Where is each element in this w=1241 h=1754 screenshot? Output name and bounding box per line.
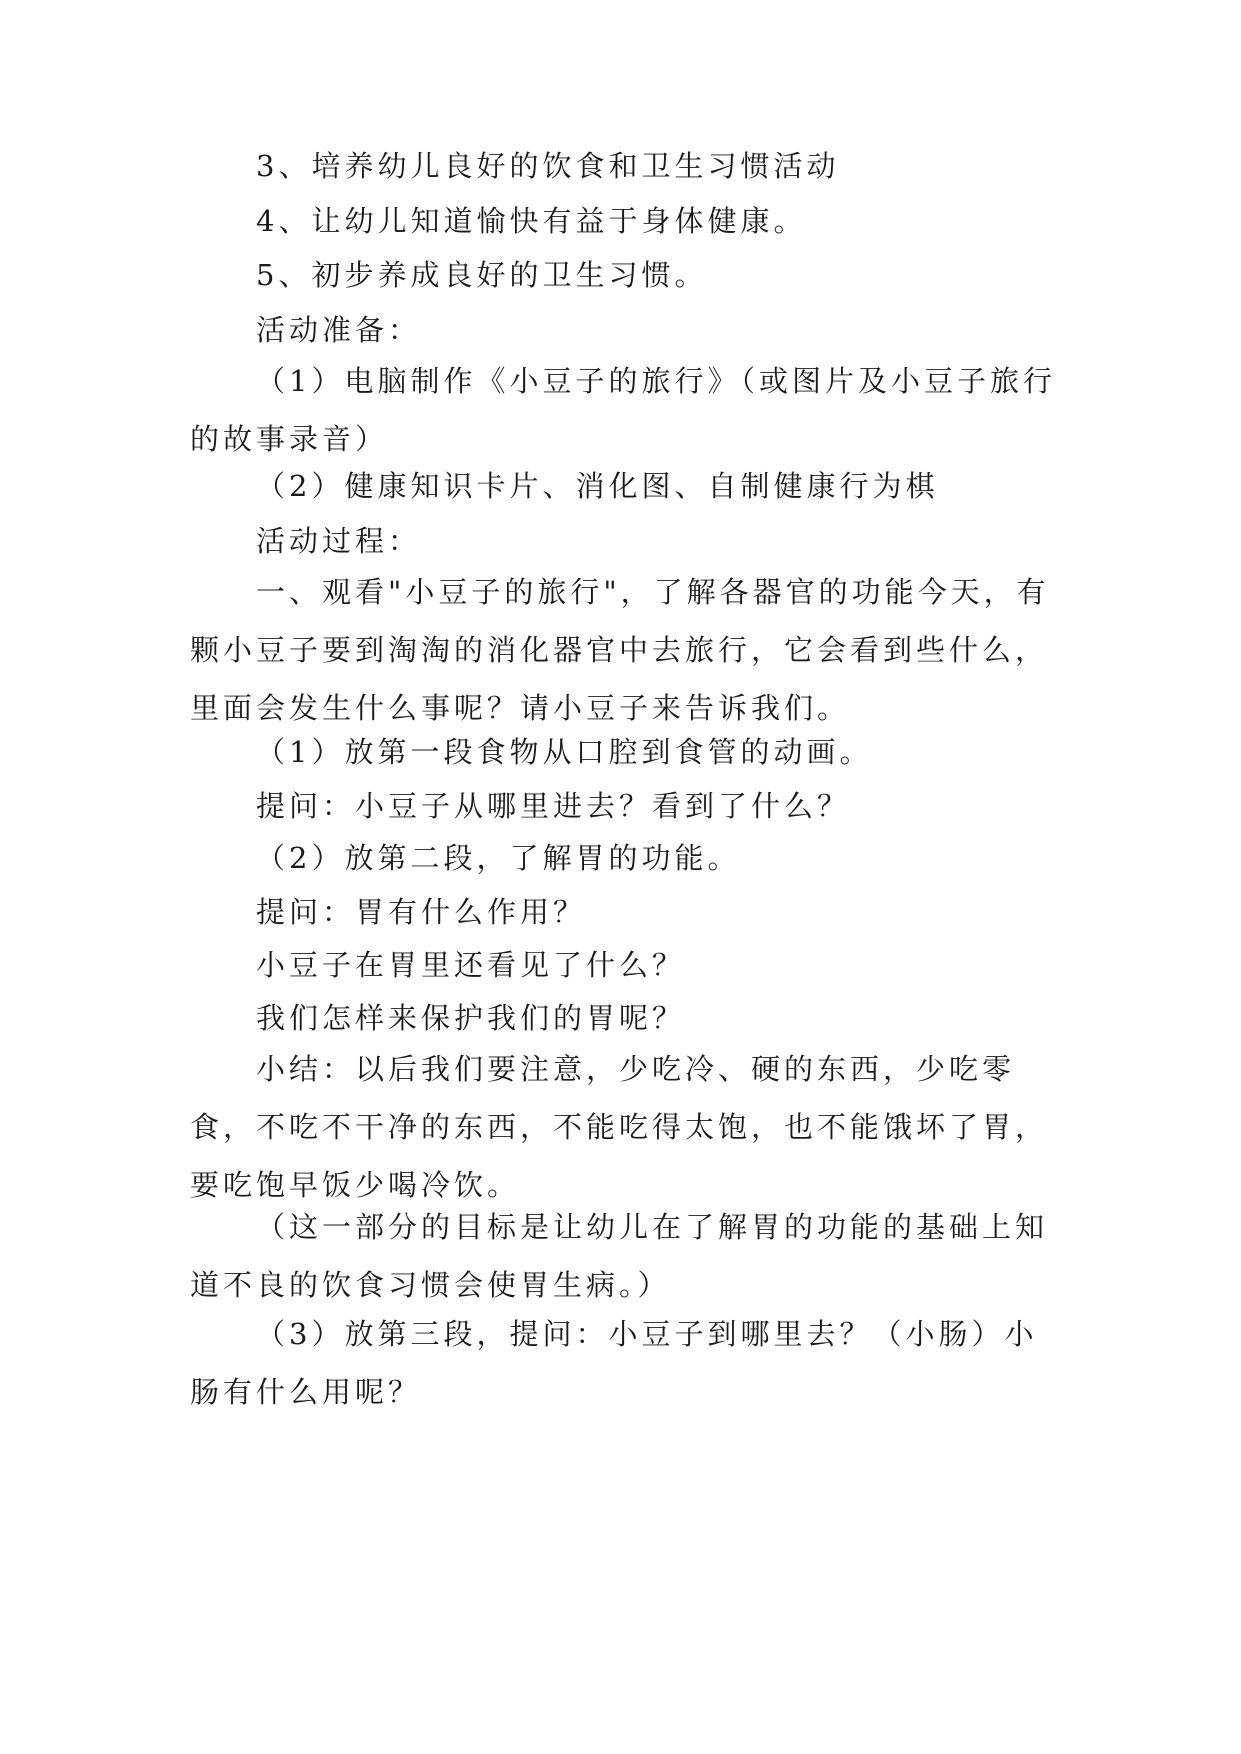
- paragraph-goal-5: 5、初步养成良好的卫生习惯。: [256, 258, 708, 292]
- paragraph-question-1: 提问：小豆子从哪里进去？看到了什么？: [256, 789, 851, 823]
- heading-activity-preparation: 活动准备：: [256, 313, 422, 347]
- paragraph-question-2: 提问：胃有什么作用？: [256, 895, 587, 929]
- paragraph-goal-3: 3、培养幼儿良好的饮食和卫生习惯活动: [256, 149, 840, 183]
- paragraph-preparation-1: （1）电脑制作《小豆子的旅行》（或图片及小豆子旅行的故事录音）: [190, 364, 1056, 456]
- paragraph-summary: 小结：以后我们要注意，少吃冷、硬的东西，少吃零食，不吃不干净的东西，不能吃得太饱，也不能饿坏了胃，要吃饱早饭少喝冷饮。: [190, 1052, 1049, 1202]
- paragraph-part-1: （1）放第一段食物从口腔到食管的动画。: [256, 735, 873, 769]
- paragraph-part-3: （3）放第三段，提问：小豆子到哪里去？（小肠）小肠有什么用呢？: [190, 1317, 1038, 1409]
- paragraph-part-2: （2）放第二段，了解胃的功能。: [256, 841, 741, 875]
- paragraph-note: （这一部分的目标是让幼儿在了解胃的功能的基础上知道不良的饮食习惯会使胃生病。）: [190, 1210, 1049, 1302]
- paragraph-step-one: 一、观看"小豆子的旅行"，了解各器官的功能今天，有颗小豆子要到淘淘的消化器官中去旅行，它会看到些什么，里面会发生什么事呢？请小豆子来告诉我们。: [190, 575, 1050, 725]
- paragraph-preparation-2: （2）健康知识卡片、消化图、自制健康行为棋: [256, 469, 939, 503]
- paragraph-goal-4: 4、让幼儿知道愉快有益于身体健康。: [256, 204, 807, 238]
- paragraph-question-3: 小豆子在胃里还看见了什么？: [256, 948, 686, 982]
- paragraph-question-4: 我们怎样来保护我们的胃呢？: [256, 1001, 686, 1035]
- heading-activity-process: 活动过程：: [256, 524, 422, 558]
